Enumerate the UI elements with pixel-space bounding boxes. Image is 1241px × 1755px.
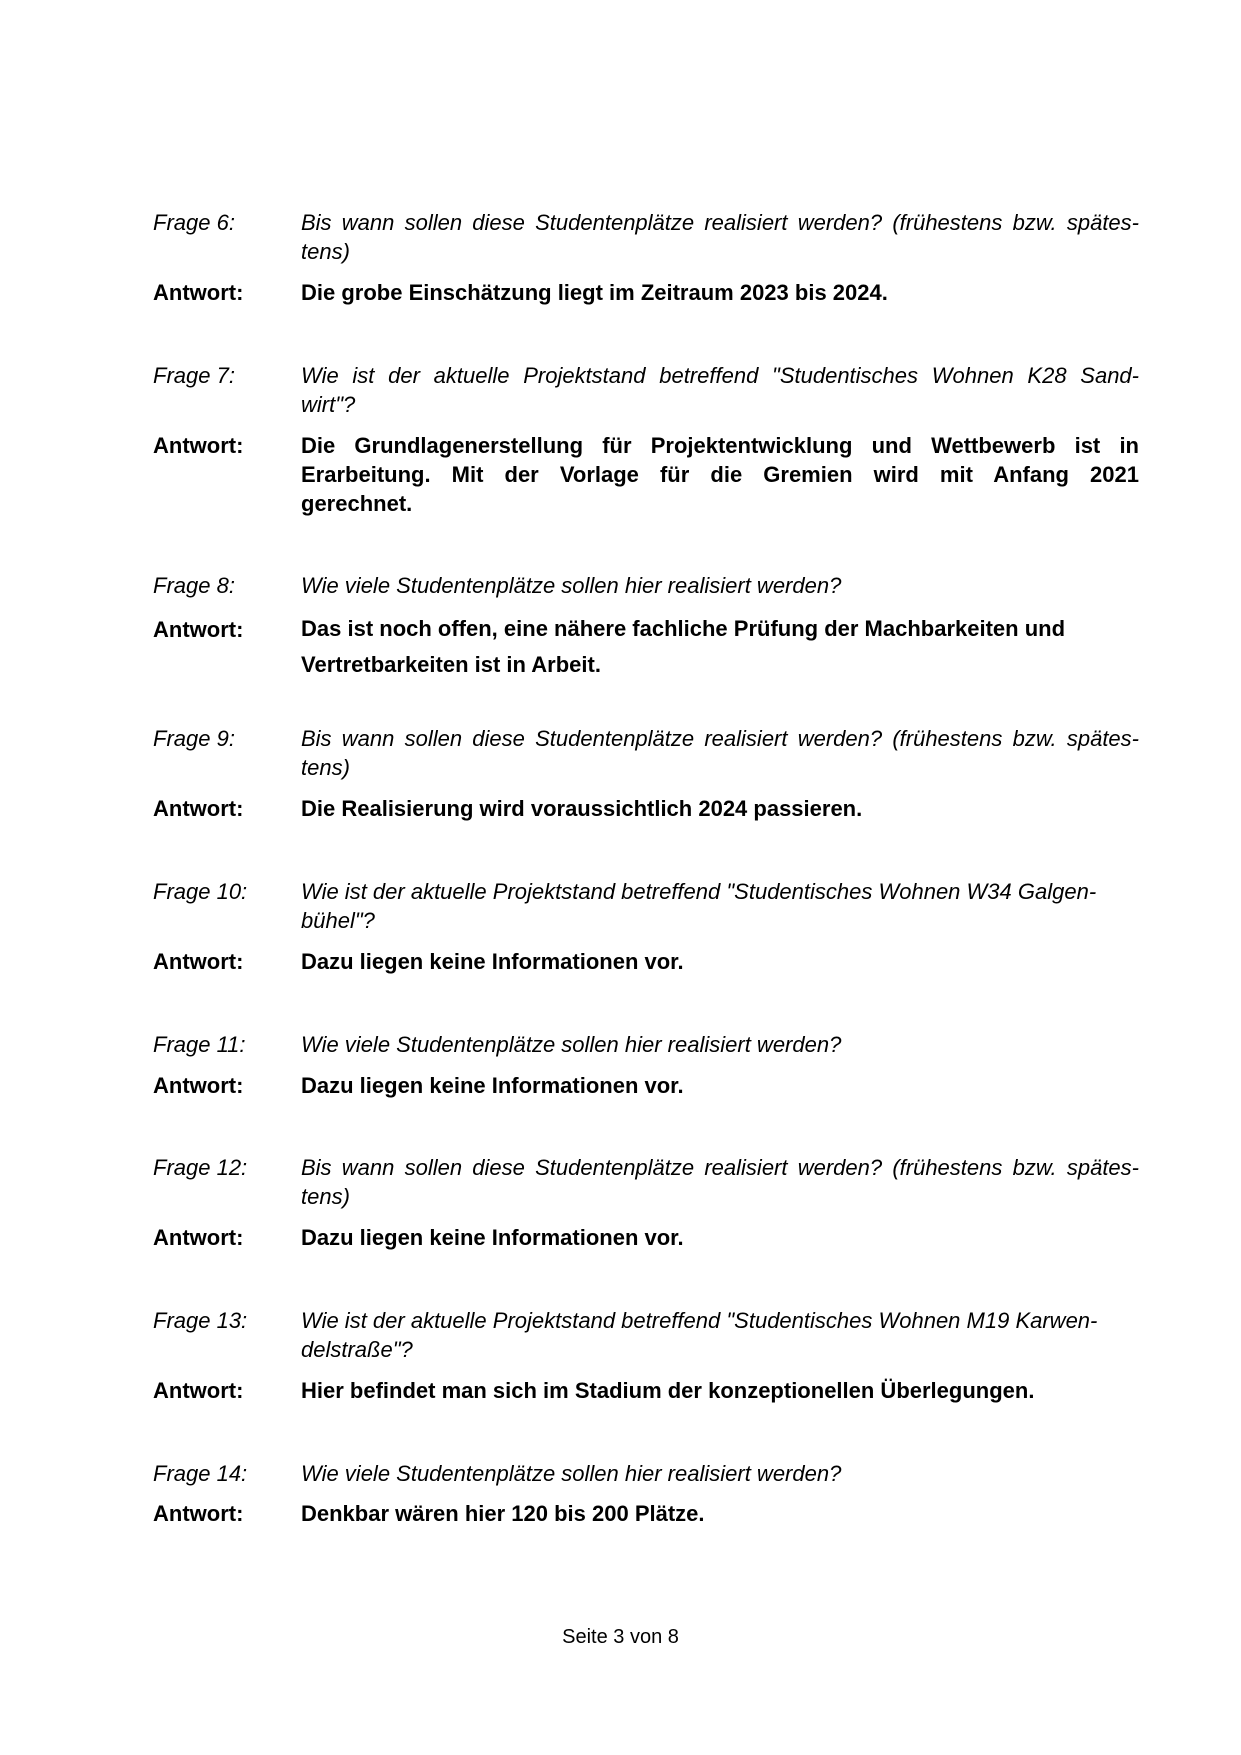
- question-label: Frage 12:: [153, 1155, 248, 1180]
- answer-text: [301, 1376, 1139, 1405]
- question-block: [153, 1459, 1139, 1488]
- question-text: [301, 1306, 1139, 1364]
- question-text: [301, 571, 1139, 600]
- answer-text: [301, 1499, 1139, 1528]
- answer-block: [153, 1499, 1139, 1528]
- answer-line: Dazu liegen keine Informationen vor.: [301, 1073, 684, 1098]
- question-label: Frage 8:: [153, 573, 235, 598]
- question-text: [301, 877, 1139, 935]
- question-label: Frage 9:: [153, 726, 235, 751]
- question-label: Frage 11:: [153, 1032, 246, 1057]
- answer-line: Erarbeitung. Mit der Vorlage für die Gremien wird mit Anfang 2021: [301, 462, 1139, 487]
- answer-label: Antwort:: [153, 1073, 244, 1098]
- question-label: Frage 14:: [153, 1461, 248, 1486]
- answer-block: [153, 1071, 1139, 1100]
- question-block: [153, 1153, 1139, 1211]
- answer-line: gerechnet.: [301, 491, 413, 516]
- question-text: [301, 208, 1139, 266]
- question-line: tens): [301, 239, 350, 264]
- question-line: bühel"?: [301, 908, 375, 933]
- question-label: Frage 10:: [153, 879, 248, 904]
- answer-line: Das ist noch offen, eine nähere fachliche Prüfung der Machbarkeiten und: [301, 616, 1066, 641]
- question-text: [301, 1459, 1139, 1488]
- answer-line: Denkbar wären hier 120 bis 200 Plätze.: [301, 1501, 705, 1526]
- answer-line: Dazu liegen keine Informationen vor.: [301, 949, 684, 974]
- answer-text: [301, 794, 1139, 823]
- answer-line: Vertretbarkeiten ist in Arbeit.: [301, 652, 601, 677]
- question-line: Wie viele Studentenplätze sollen hier realisiert werden?: [301, 573, 842, 598]
- answer-label: Antwort:: [153, 796, 244, 821]
- answer-block: [153, 1223, 1139, 1252]
- answer-text: [301, 611, 1139, 683]
- answer-block: [153, 278, 1139, 307]
- answer-text: [301, 278, 1139, 307]
- question-line: Wie viele Studentenplätze sollen hier realisiert werden?: [301, 1461, 842, 1486]
- answer-text: [301, 1223, 1139, 1252]
- question-line: Bis wann sollen diese Studentenplätze realisiert werden? (frühestens bzw. spätes-: [301, 210, 1139, 235]
- question-line: Wie ist der aktuelle Projektstand betreffend "Studentisches Wohnen M19 Karwen-: [301, 1308, 1098, 1333]
- answer-label: Antwort:: [153, 617, 244, 642]
- question-line: Bis wann sollen diese Studentenplätze realisiert werden? (frühestens bzw. spätes-: [301, 1155, 1139, 1180]
- question-block: [153, 1030, 1139, 1059]
- answer-text: [301, 1071, 1139, 1100]
- answer-label: Antwort:: [153, 949, 244, 974]
- answer-line: Die Realisierung wird voraussichtlich 2024 passieren.: [301, 796, 863, 821]
- answer-label: Antwort:: [153, 433, 244, 458]
- question-block: [153, 571, 1139, 600]
- answer-line: Dazu liegen keine Informationen vor.: [301, 1225, 684, 1250]
- answer-label: Antwort:: [153, 1378, 244, 1403]
- answer-line: Hier befindet man sich im Stadium der konzeptionellen Überlegungen.: [301, 1378, 1035, 1403]
- question-text: [301, 1153, 1139, 1211]
- answer-label: Antwort:: [153, 1225, 244, 1250]
- question-line: Wie ist der aktuelle Projektstand betreffend "Studentisches Wohnen W34 Galgen-: [301, 879, 1097, 904]
- question-text: [301, 361, 1139, 419]
- answer-block: [153, 1376, 1139, 1405]
- question-text: [301, 724, 1139, 782]
- question-block: [153, 361, 1139, 419]
- question-line: tens): [301, 1184, 350, 1209]
- answer-line: Die Grundlagenerstellung für Projektentwicklung und Wettbewerb ist in: [301, 433, 1139, 458]
- answer-block: [153, 794, 1139, 823]
- answer-block: [153, 947, 1139, 976]
- question-block: [153, 877, 1139, 935]
- answer-block: [153, 431, 1139, 518]
- question-label: Frage 6:: [153, 210, 235, 235]
- answer-label: Antwort:: [153, 1501, 244, 1526]
- question-line: tens): [301, 755, 350, 780]
- answer-label: Antwort:: [153, 280, 244, 305]
- question-block: [153, 208, 1139, 266]
- question-label: Frage 7:: [153, 363, 235, 388]
- question-line: Wie ist der aktuelle Projektstand betreffend "Studentisches Wohnen K28 Sand-: [301, 363, 1139, 388]
- question-block: [153, 724, 1139, 782]
- answer-block: [153, 611, 1139, 683]
- page-number: Seite 3 von 8: [562, 1626, 679, 1648]
- question-line: delstraße"?: [301, 1337, 413, 1362]
- answer-text: [301, 947, 1139, 976]
- question-text: [301, 1030, 1139, 1059]
- question-label: Frage 13:: [153, 1308, 248, 1333]
- answer-line: Die grobe Einschätzung liegt im Zeitraum 2023 bis 2024.: [301, 280, 888, 305]
- question-line: Bis wann sollen diese Studentenplätze realisiert werden? (frühestens bzw. spätes-: [301, 726, 1139, 751]
- question-line: Wie viele Studentenplätze sollen hier realisiert werden?: [301, 1032, 842, 1057]
- answer-text: [301, 431, 1139, 518]
- question-block: [153, 1306, 1139, 1364]
- question-line: wirt"?: [301, 392, 356, 417]
